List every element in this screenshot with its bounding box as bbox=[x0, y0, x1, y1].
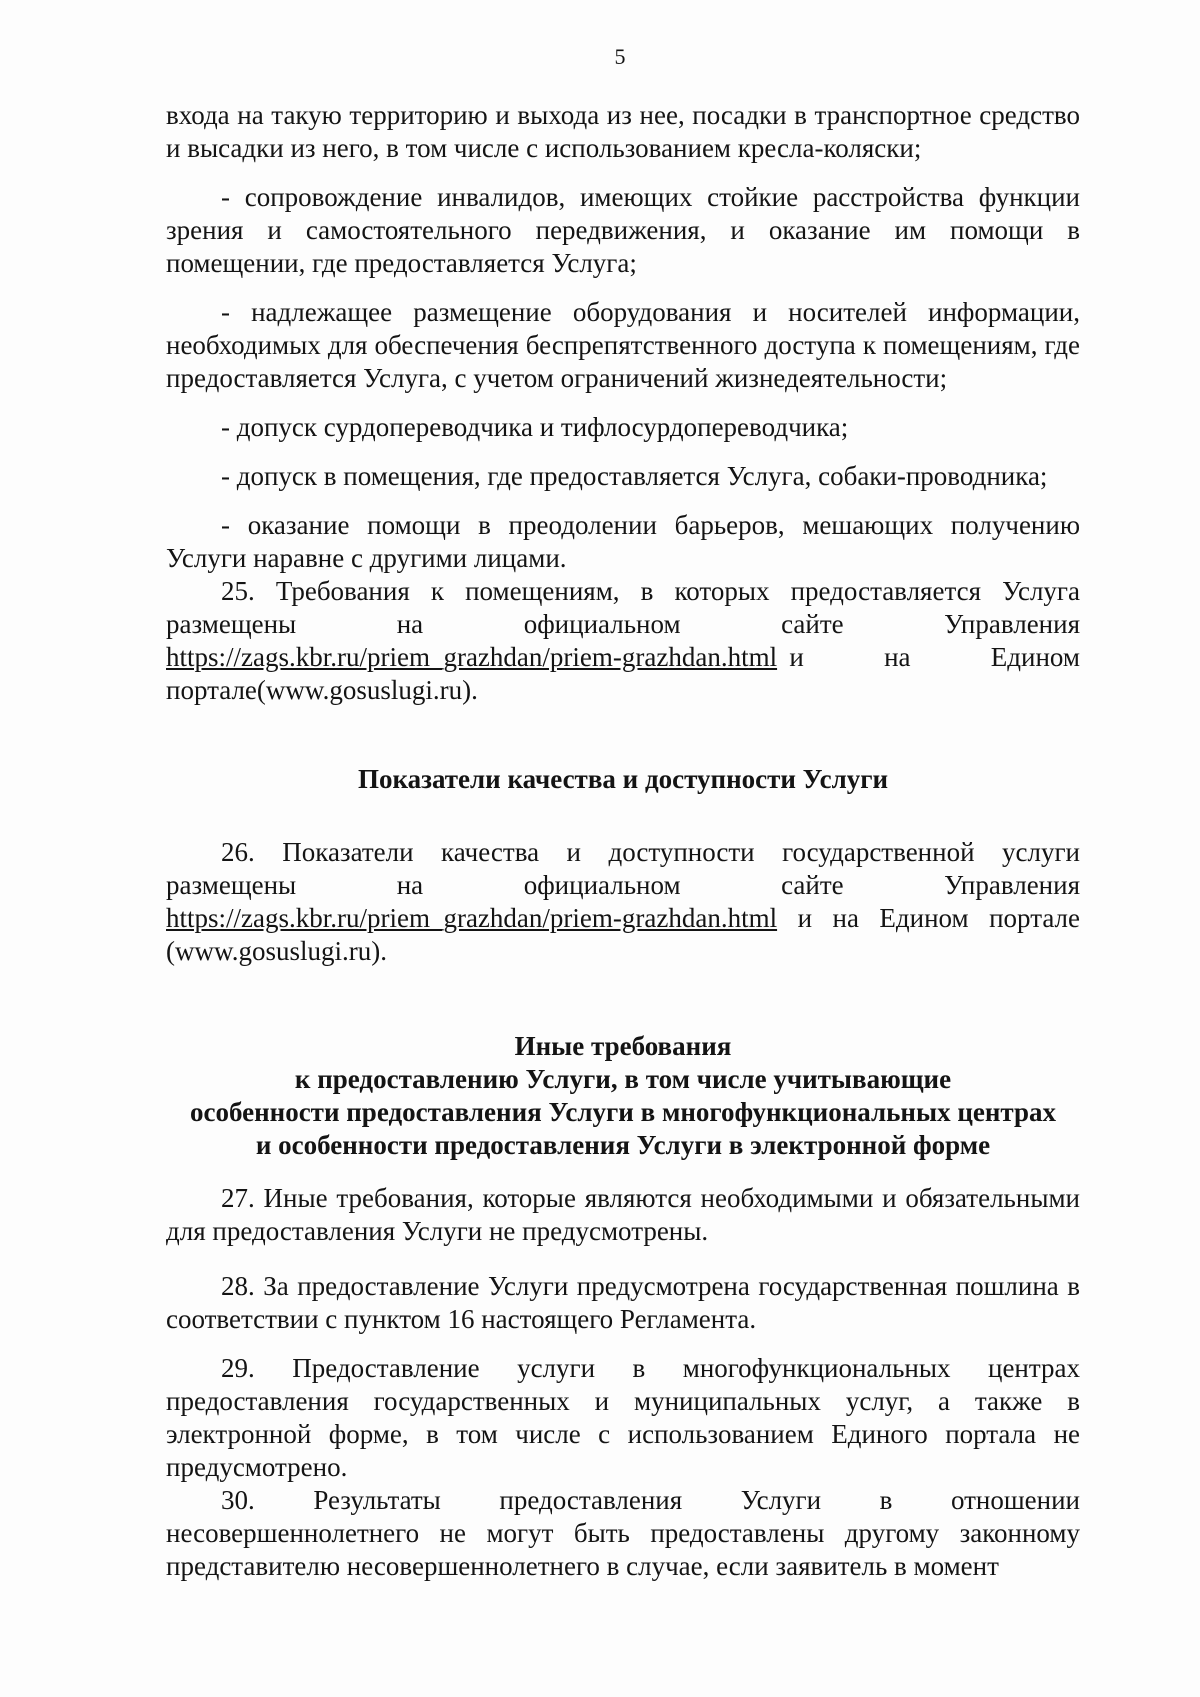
paragraph-26 bbox=[166, 836, 1080, 968]
paragraph-27: 27. Иные требования, которые являются необходимыми и обязательными для предоставления Услуги не предусмотрены. bbox=[166, 1183, 1080, 1246]
link-zags-priem-26[interactable]: https://zags.kbr.ru/priem_grazhdan/priem-grazhdan.html bbox=[166, 903, 778, 933]
paragraph-30: 30. Результаты предоставления Услуги в отношении несовершеннолетнего не могут быть предоставлены другому законному представителю несовершеннолетнего в случае, если заявитель в момент bbox=[166, 1485, 1080, 1581]
heading-other-line-1: Иные требования bbox=[514, 1031, 732, 1061]
paragraph-26-tail: и на Едином портале (www.gosuslugi.ru). bbox=[166, 903, 1080, 966]
paragraph-26-text: 26. Показатели качества и доступности государственной услуги размещены на официальном сайте Управления bbox=[166, 837, 1080, 900]
heading-other-line-3: особенности предоставления Услуги в многофункциональных центрах bbox=[189, 1097, 1057, 1127]
paragraph-entrance-exit: входа на такую территорию и выхода из нее, посадки в транспортное средство и высадки из него, в том числе с использованием кресла-коляски; bbox=[166, 100, 1080, 163]
heading-quality-indicators: Показатели качества и доступности Услуги bbox=[357, 764, 889, 794]
paragraph-equipment-placement: - надлежащее размещение оборудования и носителей информации, необходимых для обеспечения беспрепятственного доступа к помещениям, где предоставляется Услуга, с учетом ограничений жизнедеятельности; bbox=[166, 297, 1080, 393]
heading-other-requirements bbox=[166, 1030, 1080, 1162]
paragraph-28: 28. За предоставление Услуги предусмотрена государственная пошлина в соответствии с пунктом 16 настоящего Регламента. bbox=[166, 1271, 1080, 1334]
heading-other-line-2: к предоставлению Услуги, в том числе учитывающие bbox=[294, 1064, 952, 1094]
paragraph-25 bbox=[166, 575, 1080, 707]
paragraph-25-link-line bbox=[166, 641, 1080, 674]
paragraph-barrier-assistance: - оказание помощи в преодолении барьеров, мешающих получению Услуги наравне с другими лицами. bbox=[166, 510, 1080, 573]
paragraph-guide-dog: - допуск в помещения, где предоставляется Услуга, собаки-проводника; bbox=[221, 461, 1048, 491]
paragraph-sign-interpreter: - допуск сурдопереводчика и тифлосурдопереводчика; bbox=[221, 412, 849, 442]
link-zags-priem-25[interactable]: https://zags.kbr.ru/priem_grazhdan/priem-grazhdan.html bbox=[166, 642, 778, 672]
paragraph-25-tail-a: и на Едином bbox=[789, 642, 1080, 672]
paragraph-25-text: 25. Требования к помещениям, в которых предоставляется Услуга размещены на официальном сайте Управления bbox=[166, 576, 1080, 639]
paragraph-25-tail-b: портале(www.gosuslugi.ru). bbox=[166, 675, 478, 705]
heading-other-line-4: и особенности предоставления Услуги в электронной форме bbox=[255, 1130, 991, 1160]
paragraph-26-link-line bbox=[166, 902, 1080, 968]
paragraph-29: 29. Предоставление услуги в многофункциональных центрах предоставления государственных и муниципальных услуг, а также в электронной форме, в том числе с использованием Единого портала не предусмотрено. bbox=[166, 1353, 1080, 1482]
page-number: 5 bbox=[614, 44, 626, 69]
paragraph-escort-disabled: - сопровождение инвалидов, имеющих стойкие расстройства функции зрения и самостоятельного передвижения, и оказание им помощи в помещении, где предоставляется Услуга; bbox=[166, 182, 1080, 278]
document-body bbox=[166, 99, 1080, 1583]
